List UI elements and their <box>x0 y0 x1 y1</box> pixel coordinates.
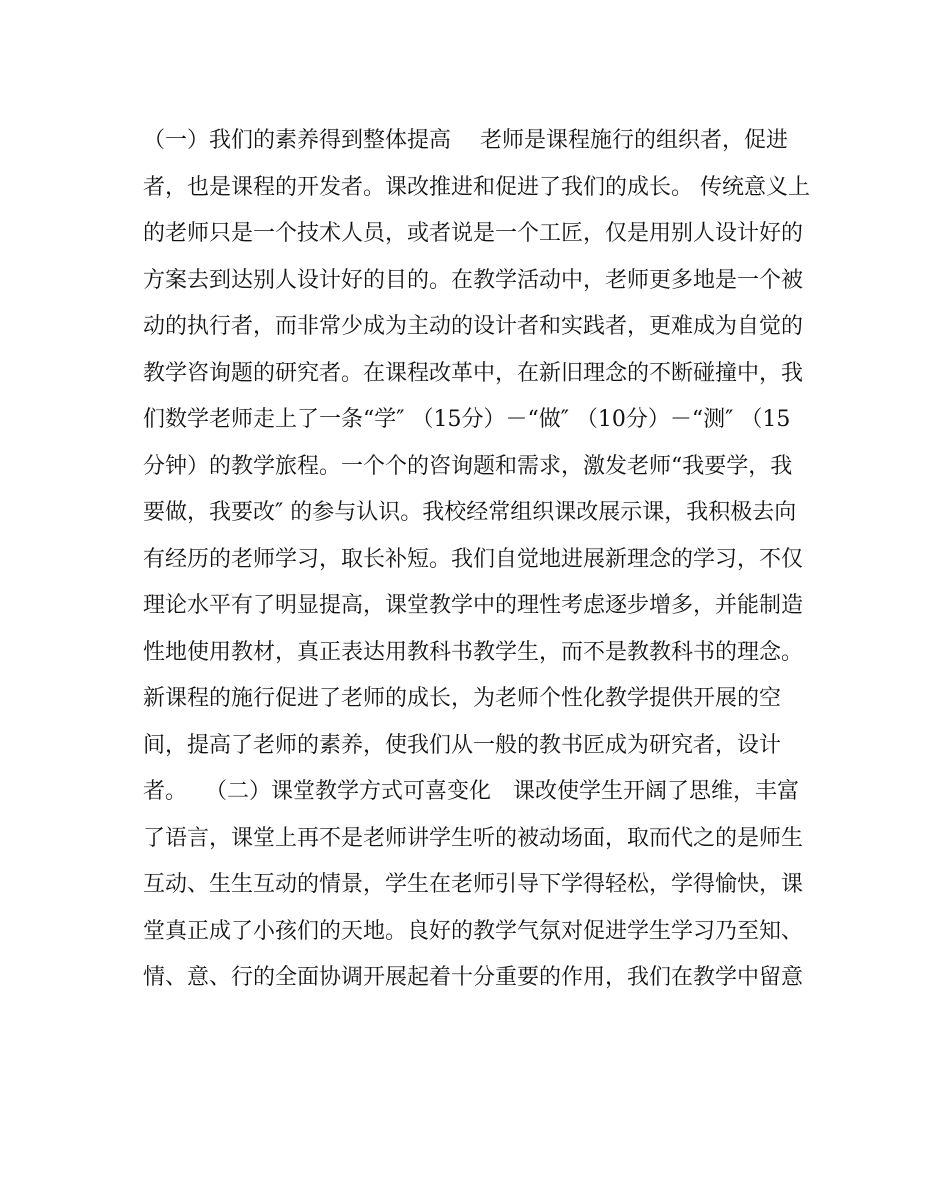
text-line: 的老师只是一个技术人员，或者说是一个工匠，仅是用别人设计好的 <box>143 221 804 246</box>
text-line: 教学咨询题的研究者。在课程改革中，在新旧理念的不断碰撞中，我 <box>143 360 804 386</box>
text-line: （一）我们的素养得到整体提高 老师是课程施行的组织者，促进 <box>143 128 788 153</box>
text-line: 分钟）的教学旅程。一个个的咨询题和需求，激发老师“我要学，我 <box>143 453 793 479</box>
text-line: 性地使用教材，真正表达用教科书教学生，而不是教教科书的理念。 <box>143 639 804 665</box>
text-line: 理论水平有了明显提高，课堂教学中的理性考虑逐步增多，并能制造 <box>143 593 804 618</box>
text-line: 堂真正成了小孩们的天地。良好的教学气氛对促进学生学习乃至知、 <box>143 918 804 944</box>
text-line: 有经历的老师学习，取长补短。我们自觉地进展新理念的学习，不仅 <box>143 546 804 572</box>
text-line: 动的执行者，而非常少成为主动的设计者和实践者，更难成为自觉的 <box>143 314 804 339</box>
text-line: 方案去到达别人设计好的目的。在教学活动中，老师更多地是一个被 <box>143 267 804 293</box>
text-line: 了语言，课堂上再不是老师讲学生听的被动场面，取而代之的是师生 <box>143 825 804 851</box>
text-line: 们数学老师走上了一条“学″ （15分）－“做″ （10分）－“测″ （15 <box>143 407 791 432</box>
text-line: 间，提高了老师的素养，使我们从一般的教书匠成为研究者，设计 <box>143 732 782 758</box>
text-line: 情、意、行的全面协调开展起着十分重要的作用，我们在教学中留意 <box>143 965 804 990</box>
text-line: 者，也是课程的开发者。课改推进和促进了我们的成长。 传统意义上 <box>143 174 810 200</box>
text-line: 要做，我要改″ 的参与认识。我校经常组织课改展示课，我积极去向 <box>143 500 797 525</box>
text-line: 新课程的施行促进了老师的成长，为老师个性化教学提供开展的空 <box>143 686 782 711</box>
text-line: 者。 （二）课堂教学方式可喜变化 课改使学生开阔了思维，丰富 <box>143 779 799 804</box>
text-line: 互动、生生互动的情景，学生在老师引导下学得轻松，学得愉快，课 <box>143 872 804 897</box>
